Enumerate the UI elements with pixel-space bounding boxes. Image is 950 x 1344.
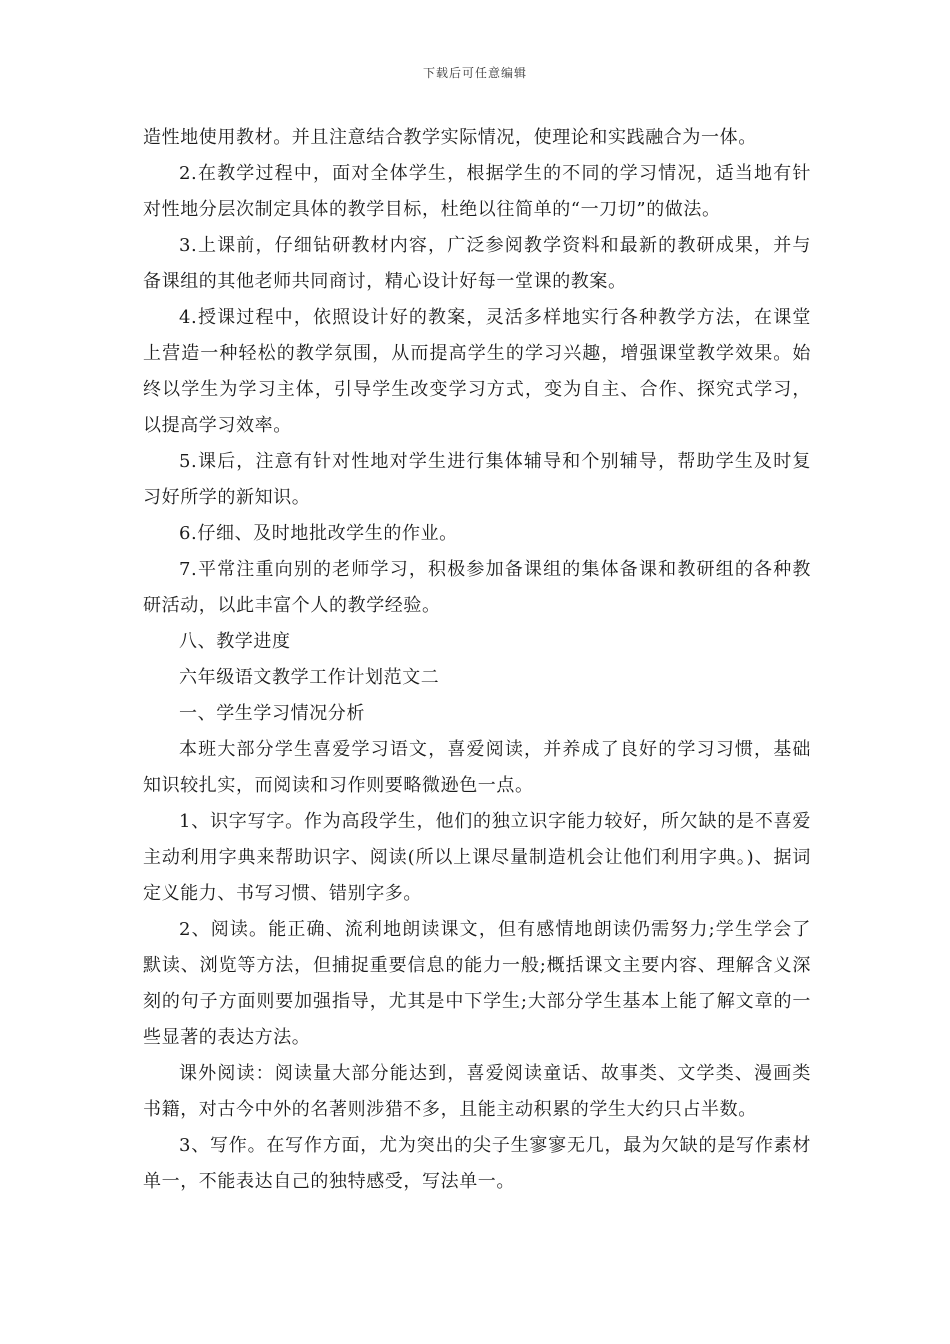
paragraph-item-4: 4.授课过程中，依照设计好的教案，灵活多样地实行各种教学方法，在课堂上营造一种轻松的教学氛围，从而提高学生的学习兴趣，增强课堂教学效果。始终以学生为学习主体，引导学生改变学习方式，变为自主、合作、探究式学习，以提高学习效率。	[143, 307, 811, 436]
paragraph-item-6: 6.仔细、及时地批改学生的作业。	[179, 523, 458, 544]
paragraph-class-overview: 本班大部分学生喜爱学习语文，喜爱阅读，并养成了良好的学习习惯，基础知识较扎实，而阅读和习作则要略微逊色一点。	[143, 739, 811, 796]
section-heading-teaching-progress: 八、教学进度	[179, 631, 291, 652]
paragraph-writing: 3、写作。在写作方面，尤为突出的尖子生寥寥无几，最为欠缺的是写作素材单一，不能表达自己的独特感受，写法单一。	[143, 1135, 811, 1192]
document-subtitle: 六年级语文教学工作计划范文二	[179, 667, 440, 688]
paragraph-item-3: 3.上课前，仔细钻研教材内容，广泛参阅教学资料和最新的教研成果，并与备课组的其他老师共同商讨，精心设计好每一堂课的教案。	[143, 235, 811, 292]
paragraph-literacy: 1、识字写字。作为高段学生，他们的独立识字能力较好，所欠缺的是不喜爱主动利用字典来帮助识字、阅读(所以上课尽量制造机会让他们利用字典。)、据词定义能力、书写习惯、错别字多。	[143, 811, 811, 904]
paragraph-item-5: 5.课后，注意有针对性地对学生进行集体辅导和个别辅导，帮助学生及时复习好所学的新知识。	[143, 451, 811, 508]
paragraph-item-7: 7.平常注重向别的老师学习，积极参加备课组的集体备课和教研组的各种教研活动，以此丰富个人的教学经验。	[143, 559, 811, 616]
paragraph-reading: 2、阅读。能正确、流利地朗读课文，但有感情地朗读仍需努力;学生学会了默读、浏览等方法，但捕捉重要信息的能力一般;概括课文主要内容、理解含义深刻的句子方面则要加强指导，尤其是中下学生;大部分学生基本上能了解文章的一些显著的表达方法。	[143, 919, 811, 1048]
paragraph-item-2: 2.在教学过程中，面对全体学生，根据学生的不同的学习情况，适当地有针对性地分层次制定具体的教学目标，杜绝以往简单的“一刀切”的做法。	[143, 163, 811, 220]
section-heading-student-analysis: 一、学生学习情况分析	[179, 703, 365, 724]
paragraph-extracurricular-reading: 课外阅读：阅读量大部分能达到，喜爱阅读童话、故事类、文学类、漫画类书籍，对古今中外的名著则涉猎不多，且能主动积累的学生大约只占半数。	[143, 1063, 811, 1120]
paragraph-continuation: 造性地使用教材。并且注意结合教学实际情况，使理论和实践融合为一体。	[143, 127, 757, 148]
page-header-note: 下载后可任意编辑	[422, 66, 527, 80]
document-body	[143, 120, 811, 1200]
